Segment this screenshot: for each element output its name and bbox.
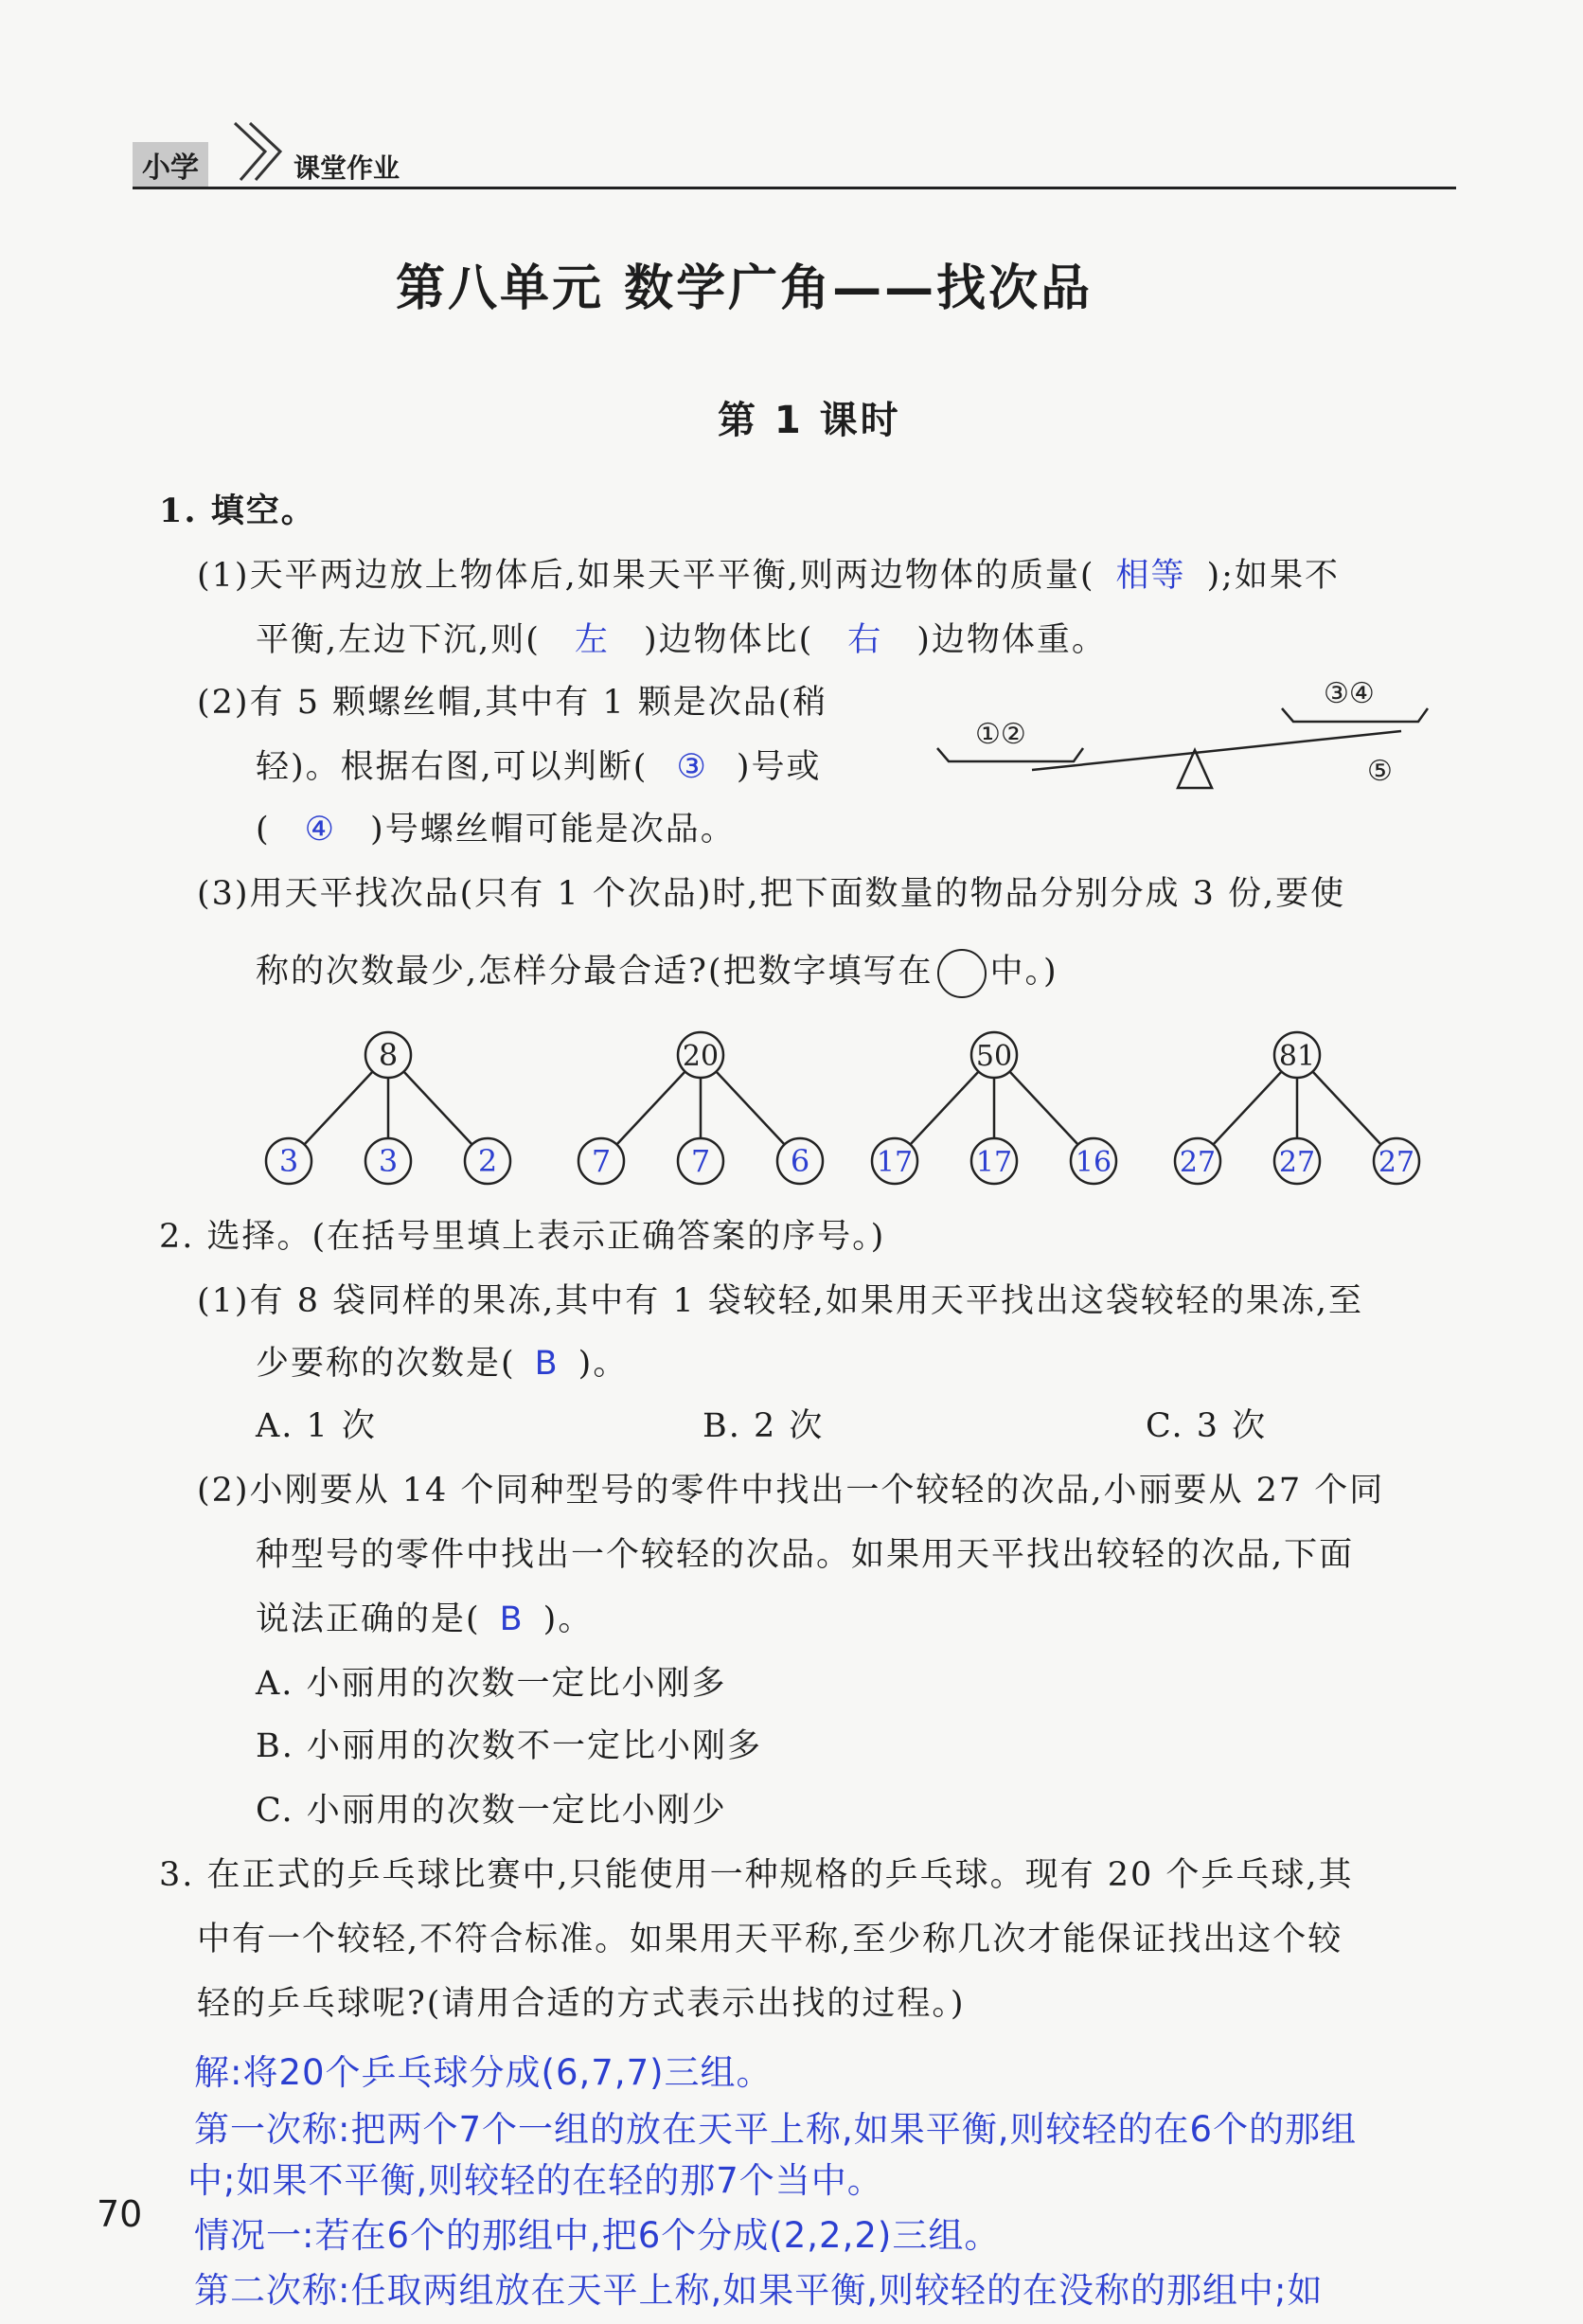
grade-label: 小学 bbox=[133, 142, 208, 188]
book-label: 课堂作业 bbox=[293, 152, 400, 184]
q2-p1-answer: B bbox=[534, 1345, 560, 1383]
tree-branch bbox=[304, 1072, 372, 1145]
tree-child-node-value: 27 bbox=[1378, 1146, 1415, 1179]
q2-p1-option-c: C. 3 次 bbox=[1146, 1407, 1268, 1445]
tree-branch bbox=[1213, 1072, 1281, 1145]
tree-child-node-value: 17 bbox=[975, 1146, 1013, 1179]
division-trees bbox=[246, 1013, 1467, 1203]
tree-branch bbox=[616, 1072, 685, 1145]
fulcrum bbox=[1178, 750, 1212, 788]
tree-child-node-value: 7 bbox=[690, 1143, 711, 1179]
tree-50 bbox=[872, 1032, 1116, 1184]
q3-line2: 中有一个较轻,不符合标准。如果用天平称,至少称几次才能保证找出这个较 bbox=[197, 1921, 1343, 1958]
tree-branch bbox=[910, 1072, 978, 1145]
tree-top-node-value: 81 bbox=[1278, 1040, 1316, 1073]
tree-child-node-value: 2 bbox=[477, 1143, 498, 1179]
tree-branch bbox=[403, 1072, 471, 1145]
tree-child-node-value: 7 bbox=[591, 1143, 612, 1179]
tree-branch bbox=[716, 1072, 784, 1145]
lesson-title: 第 1 课时 bbox=[718, 399, 901, 442]
tree-top-node-value: 20 bbox=[682, 1040, 720, 1073]
q2-p2-line2: 种型号的零件中找出一个较轻的次品。如果用天平找出较轻的次品,下面 bbox=[256, 1536, 1355, 1574]
tree-child-node-value: 27 bbox=[1278, 1146, 1316, 1179]
tree-child-node-value: 3 bbox=[278, 1143, 299, 1179]
q2-p1-line2: 少要称的次数是( B )。 bbox=[256, 1345, 629, 1383]
tree-top-node-value: 50 bbox=[975, 1040, 1013, 1073]
q1-p3-line1: (3)用天平找次品(只有 1 个次品)时,把下面数量的物品分别分成 3 份,要使 bbox=[197, 875, 1346, 913]
q2-p2-line3: 说法正确的是( B )。 bbox=[256, 1600, 594, 1638]
q3-solution-line-2: 第一次称:把两个7个一组的放在天平上称,如果平衡,则较轻的在6个的那组 bbox=[194, 2109, 1358, 2150]
q3-solution-line-1: 解:将20个乒乓球分成(6,7,7)三组。 bbox=[194, 2052, 773, 2093]
tree-branch bbox=[1312, 1072, 1380, 1145]
header-rule bbox=[133, 187, 1456, 189]
tree-81 bbox=[1175, 1032, 1419, 1184]
tree-child-node-value: 27 bbox=[1179, 1146, 1217, 1179]
tree-branch bbox=[1009, 1072, 1077, 1145]
q1-p2-answer-1: ③ bbox=[676, 748, 708, 786]
q2-title: 2. 选择。(在括号里填上表示正确答案的序号。) bbox=[159, 1218, 886, 1256]
page-number: 70 bbox=[97, 2193, 143, 2235]
tree-child-node-value: 3 bbox=[378, 1143, 399, 1179]
q2-p2-answer: B bbox=[499, 1600, 525, 1638]
tree-8 bbox=[266, 1032, 510, 1184]
q1-title: 1. 填空。 bbox=[159, 492, 316, 530]
q1-p1-answer-3: 右 bbox=[847, 621, 883, 659]
q1-p2-answer-2: ④ bbox=[304, 811, 337, 849]
left-pan-label: ①② bbox=[975, 718, 1026, 751]
right-pan-label: ③④ bbox=[1324, 677, 1375, 710]
q2-p2-option-b: B. 小丽用的次数不一定比小刚多 bbox=[256, 1727, 762, 1765]
q2-p1-option-b: B. 2 次 bbox=[703, 1407, 825, 1445]
q1-p1-answer-2: 左 bbox=[574, 621, 610, 659]
unit-title: 第八单元 数学广角——找次品 bbox=[396, 260, 1094, 317]
chevron-decoration-icon bbox=[227, 112, 284, 188]
q1-p3-line2: 称的次数最少,怎样分最合适?(把数字填写在 中。) bbox=[256, 945, 1058, 998]
q1-p2-line2: 轻)。根据右图,可以判断( ③ )号或 bbox=[256, 748, 822, 786]
q3-solution-line-4: 情况一:若在6个的那组中,把6个分成(2,2,2)三组。 bbox=[194, 2215, 1001, 2256]
right-pan bbox=[1282, 708, 1428, 722]
q2-p2-option-c: C. 小丽用的次数一定比小刚少 bbox=[256, 1792, 727, 1830]
q3-line3: 轻的乒乓球呢?(请用合适的方式表示出找的过程。) bbox=[197, 1985, 966, 2023]
tree-20 bbox=[578, 1032, 823, 1184]
q2-p1-line1: (1)有 8 袋同样的果冻,其中有 1 袋较轻,如果用天平找出这袋较轻的果冻,至 bbox=[197, 1282, 1363, 1320]
tree-top-node-value: 8 bbox=[378, 1037, 399, 1073]
tree-child-node-value: 16 bbox=[1075, 1146, 1112, 1179]
balance-diagram bbox=[928, 663, 1458, 824]
q1-p1-line1: (1)天平两边放上物体后,如果天平平衡,则两边物体的质量( 相等 );如果不 bbox=[197, 557, 1340, 595]
q1-p1-line2: 平衡,左边下沉,则( 左 )边物体比( 右 )边物体重。 bbox=[256, 621, 1107, 659]
blank-circle-icon bbox=[937, 949, 987, 998]
off-balance-label: ⑤ bbox=[1367, 755, 1393, 788]
balance-beam bbox=[1032, 731, 1401, 770]
q2-p2-line1: (2)小刚要从 14 个同种型号的零件中找出一个较轻的次品,小丽要从 27 个同 bbox=[197, 1472, 1385, 1510]
q3-solution-line-3: 中;如果不平衡,则较轻的在轻的那7个当中。 bbox=[187, 2160, 883, 2201]
q2-p2-option-a: A. 小丽用的次数一定比小刚多 bbox=[256, 1665, 727, 1703]
q1-p1-answer-1: 相等 bbox=[1115, 557, 1186, 595]
tree-child-node-value: 17 bbox=[876, 1146, 914, 1179]
q2-p1-option-a: A. 1 次 bbox=[256, 1407, 377, 1445]
q3-line1: 3. 在正式的乒乓球比赛中,只能使用一种规格的乒乓球。现有 20 个乒乓球,其 bbox=[159, 1856, 1354, 1894]
q1-p2-line3: ( ④ )号螺丝帽可能是次品。 bbox=[256, 811, 736, 849]
q3-solution-line-5: 第二次称:任取两组放在天平上称,如果平衡,则较轻的在没称的那组中;如 bbox=[194, 2270, 1324, 2311]
tree-child-node-value: 6 bbox=[790, 1143, 810, 1179]
q1-p2-line1: (2)有 5 颗螺丝帽,其中有 1 颗是次品(稍 bbox=[197, 684, 828, 722]
